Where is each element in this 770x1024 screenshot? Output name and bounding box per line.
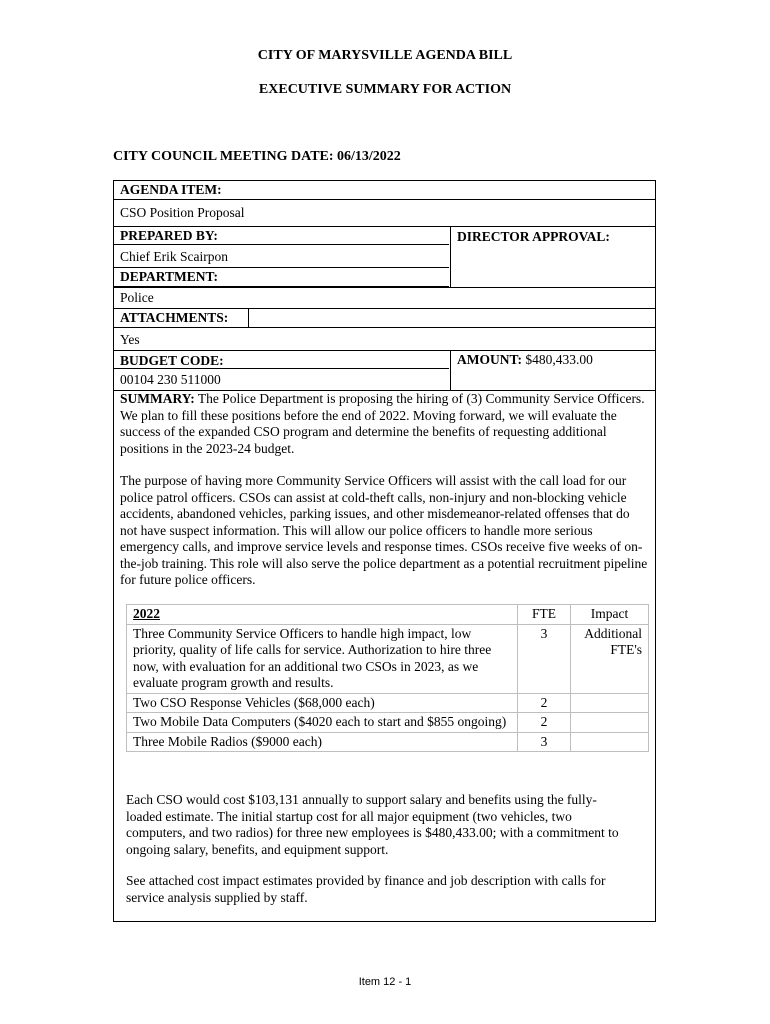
prepared-by-label: PREPARED BY: (120, 228, 218, 243)
agenda-item-label: AGENDA ITEM: (120, 182, 222, 197)
table-row (127, 624, 649, 693)
table-cell-impact (571, 732, 649, 752)
table-header-fte: FTE (518, 605, 571, 625)
attachments-divider (248, 309, 249, 328)
department-row (114, 287, 655, 309)
document-title: CITY OF MARYSVILLE AGENDA BILL (257, 48, 513, 63)
table-row (127, 693, 649, 713)
table-cell-item: Three Mobile Radios ($9000 each) (127, 732, 518, 752)
budget-code-label: BUDGET CODE: (120, 353, 224, 368)
summary-paragraph-4: See attached cost impact estimates provided by finance and job description with calls for service analysis supplied by staff. (126, 873, 606, 905)
agenda-item-row (114, 200, 655, 227)
summary-text-1: The Police Department is proposing the hiring of (3) Community Service Officers. We plan to fill these positions before the end of 2022. Moving forward, we will evaluate the success of the expanded CSO program and determine the benefits of requesting additional positions in the 2023-24 budget. (120, 391, 645, 456)
prepared-by-row (114, 245, 449, 268)
attachments-label-row (114, 309, 655, 328)
table-cell-fte: 3 (518, 732, 571, 752)
page-footer: Item 12 - 1 (358, 976, 412, 988)
summary-paragraph-1 (120, 391, 650, 457)
department-label: DEPARTMENT: (120, 269, 219, 284)
amount-divider (450, 351, 451, 391)
prepared-by-value: Chief Erik Scairpon (120, 249, 228, 264)
budget-code-value: 00104 230 511000 (120, 372, 221, 387)
director-divider (450, 227, 451, 287)
summary-paragraph-2: The purpose of having more Community Service Officers will assist with the call load for our police patrol officers. CSOs can assist at cold-theft calls, non-injury and non-blocking vehicle accidents, abandoned vehicles, parking issues, and other misdemeanor-related offenses that do not have suspect information. This will allow our police officers to handle more serious emergency calls, and improve service levels and response times. CSOs receive five weeks of on-the-job training. This role will also serve the police department as a potential recruitment pipeline for future police officers. (120, 473, 648, 587)
amount-cell (457, 351, 593, 369)
table-cell-item: Two Mobile Data Computers ($4020 each to start and $855 ongoing) (127, 713, 518, 733)
cost-table (126, 604, 649, 752)
attachments-row (114, 328, 655, 351)
department-value: Police (120, 290, 154, 305)
agenda-item-value: CSO Position Proposal (120, 205, 245, 220)
table-header-year: 2022 (133, 606, 160, 621)
table-header-row (127, 605, 649, 625)
table-cell-impact: Additional FTE's (571, 624, 649, 693)
table-row (127, 713, 649, 733)
director-approval-label: DIRECTOR APPROVAL: (457, 229, 610, 244)
table-cell-fte: 2 (518, 693, 571, 713)
department-label-row (114, 268, 449, 287)
agenda-item-label-row (114, 181, 655, 200)
amount-label: AMOUNT: (457, 352, 522, 367)
attachments-value: Yes (120, 332, 140, 347)
summary-paragraph-3: Each CSO would cost $103,131 annually to support salary and benefits using the fully-loaded estimate. The initial startup cost for all major equipment (two vehicles, two computers, and two radios) for three new employees is $480,433.00; with a commitment to ongoing salary, benefits, and equipment support. (126, 792, 619, 857)
prepared-by-label-row (114, 227, 449, 245)
table-cell-impact (571, 693, 649, 713)
amount-value: $480,433.00 (522, 352, 593, 367)
table-header-impact: Impact (571, 605, 649, 625)
document-subtitle: EXECUTIVE SUMMARY FOR ACTION (258, 82, 512, 97)
table-row (127, 732, 649, 752)
table-cell-item: Three Community Service Officers to handle high impact, low priority, quality of life calls for service. Authorization to hire three now, with evaluation for an additional two CSOs in 2023, as we evaluate program growth and results. (127, 624, 518, 693)
budget-code-label-row (114, 351, 449, 369)
table-cell-item: Two CSO Response Vehicles ($68,000 each) (127, 693, 518, 713)
table-cell-fte: 2 (518, 713, 571, 733)
table-cell-impact (571, 713, 649, 733)
meeting-date: CITY COUNCIL MEETING DATE: 06/13/2022 (113, 149, 401, 164)
summary-label: SUMMARY: (120, 391, 195, 406)
attachments-label: ATTACHMENTS: (120, 310, 229, 325)
budget-code-row (114, 369, 655, 391)
table-cell-fte: 3 (518, 624, 571, 693)
